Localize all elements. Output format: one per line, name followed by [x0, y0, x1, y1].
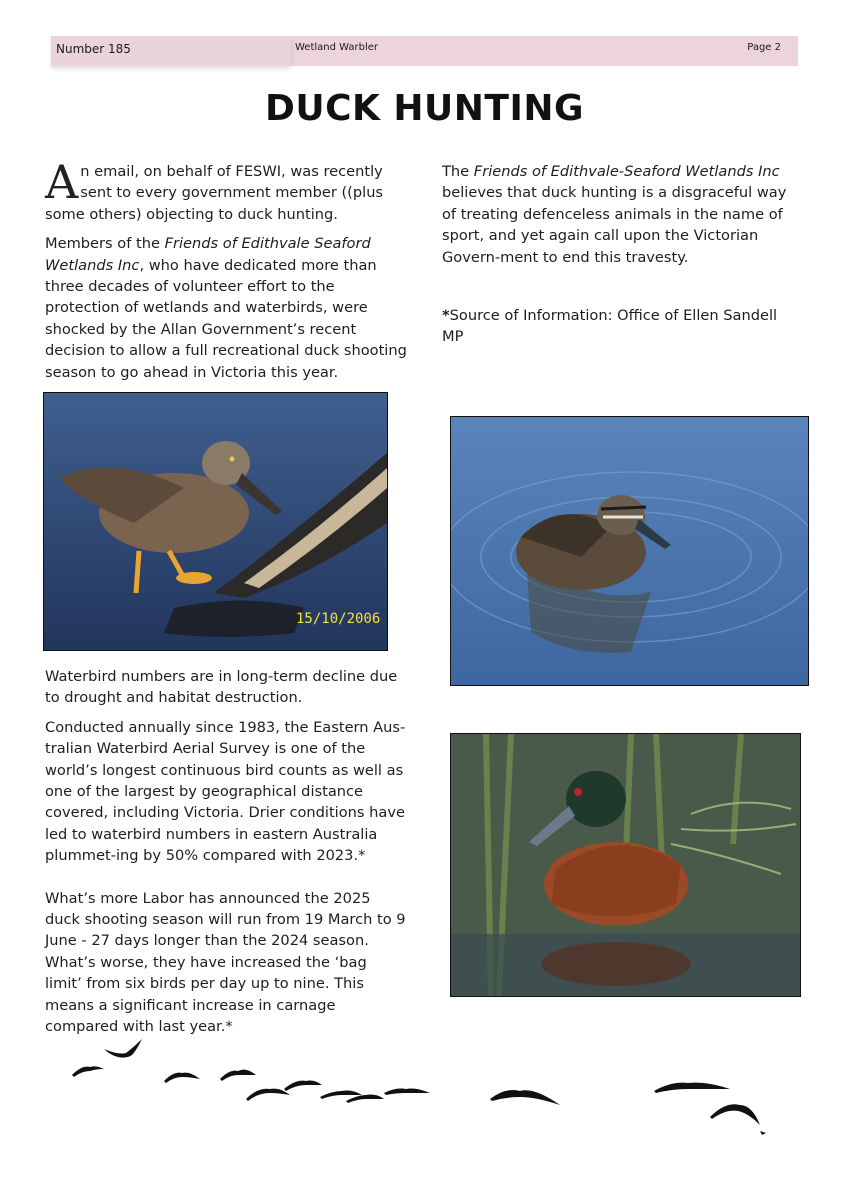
flying-birds-silhouette [60, 1035, 800, 1145]
source-paragraph [442, 305, 794, 348]
drop-cap: A [45, 155, 79, 209]
page-header [51, 36, 798, 66]
org-name-italic: Friends of Edithvale-Seaford Wetlands Inc [473, 163, 780, 180]
issue-tab [51, 36, 291, 66]
newsletter-name: Wetland Warbler [295, 42, 379, 53]
page-number: Page 2 [747, 42, 781, 53]
org-name-italic: Friends of Edithvale Seaford Wetlands Inc [45, 235, 371, 274]
left-column-decline [45, 666, 407, 1046]
intro-text: n email, on behalf of FESWI, was recently sent to every government member ((plus some others) objecting to duck hunting. [45, 163, 384, 223]
article-headline: DUCK HUNTING [264, 88, 585, 129]
members-paragraph [45, 233, 407, 383]
photo-shoveler-duck [43, 392, 388, 651]
intro-paragraph [45, 155, 407, 225]
photo-date-stamp: 15/10/2006 [296, 611, 381, 627]
issue-number: Number 185 [56, 42, 131, 56]
photo-hardhead-duck [450, 733, 801, 997]
statement-text: believes that duck hunting is a disgraceful way of treating defenceless animals in the name of sport, and yet again call upon the Victorian Govern-ment to end this travesty. [442, 184, 787, 266]
season-paragraph: What’s more Labor has announced the 2025 duck shooting season will run from 19 March to 9 June - 27 days longer than the 2024 season. What’s worse, they have increased the ‘bag limit’ from six birds per day up to nine. This means a significant increase in carnage compared with last year.* [45, 889, 406, 1036]
statement-prefix: The [442, 163, 474, 180]
source-asterisk: * [442, 307, 450, 324]
source-note [442, 305, 794, 356]
left-column-intro [45, 155, 407, 391]
decline-paragraph: Waterbird numbers are in long-term decline due to drought and habitat destruction. [45, 668, 398, 707]
members-text: , who have dedicated more than three decades of volunteer effort to the protection of wetlands and waterbirds, were shocked by the Allan Government’s recent decision to allow a full recreational duck shooting season to go ahead in Victoria this year. [45, 256, 407, 381]
photo-black-duck [450, 416, 809, 686]
right-column-statement [442, 161, 794, 276]
survey-paragraph: Conducted annually since 1983, the Eastern Aus-tralian Waterbird Aerial Survey is one of the world’s longest continuous bird counts as well as one of the largest by geographical distance covered, including Victoria. Drier conditions have led to waterbird numbers in eastern Australia plummet-ing by 50% compared with 2023.* [45, 718, 406, 865]
statement-paragraph [442, 161, 794, 268]
source-text: Source of Information: Office of Ellen Sandell MP [442, 307, 778, 346]
members-prefix: Members of the [45, 235, 165, 253]
